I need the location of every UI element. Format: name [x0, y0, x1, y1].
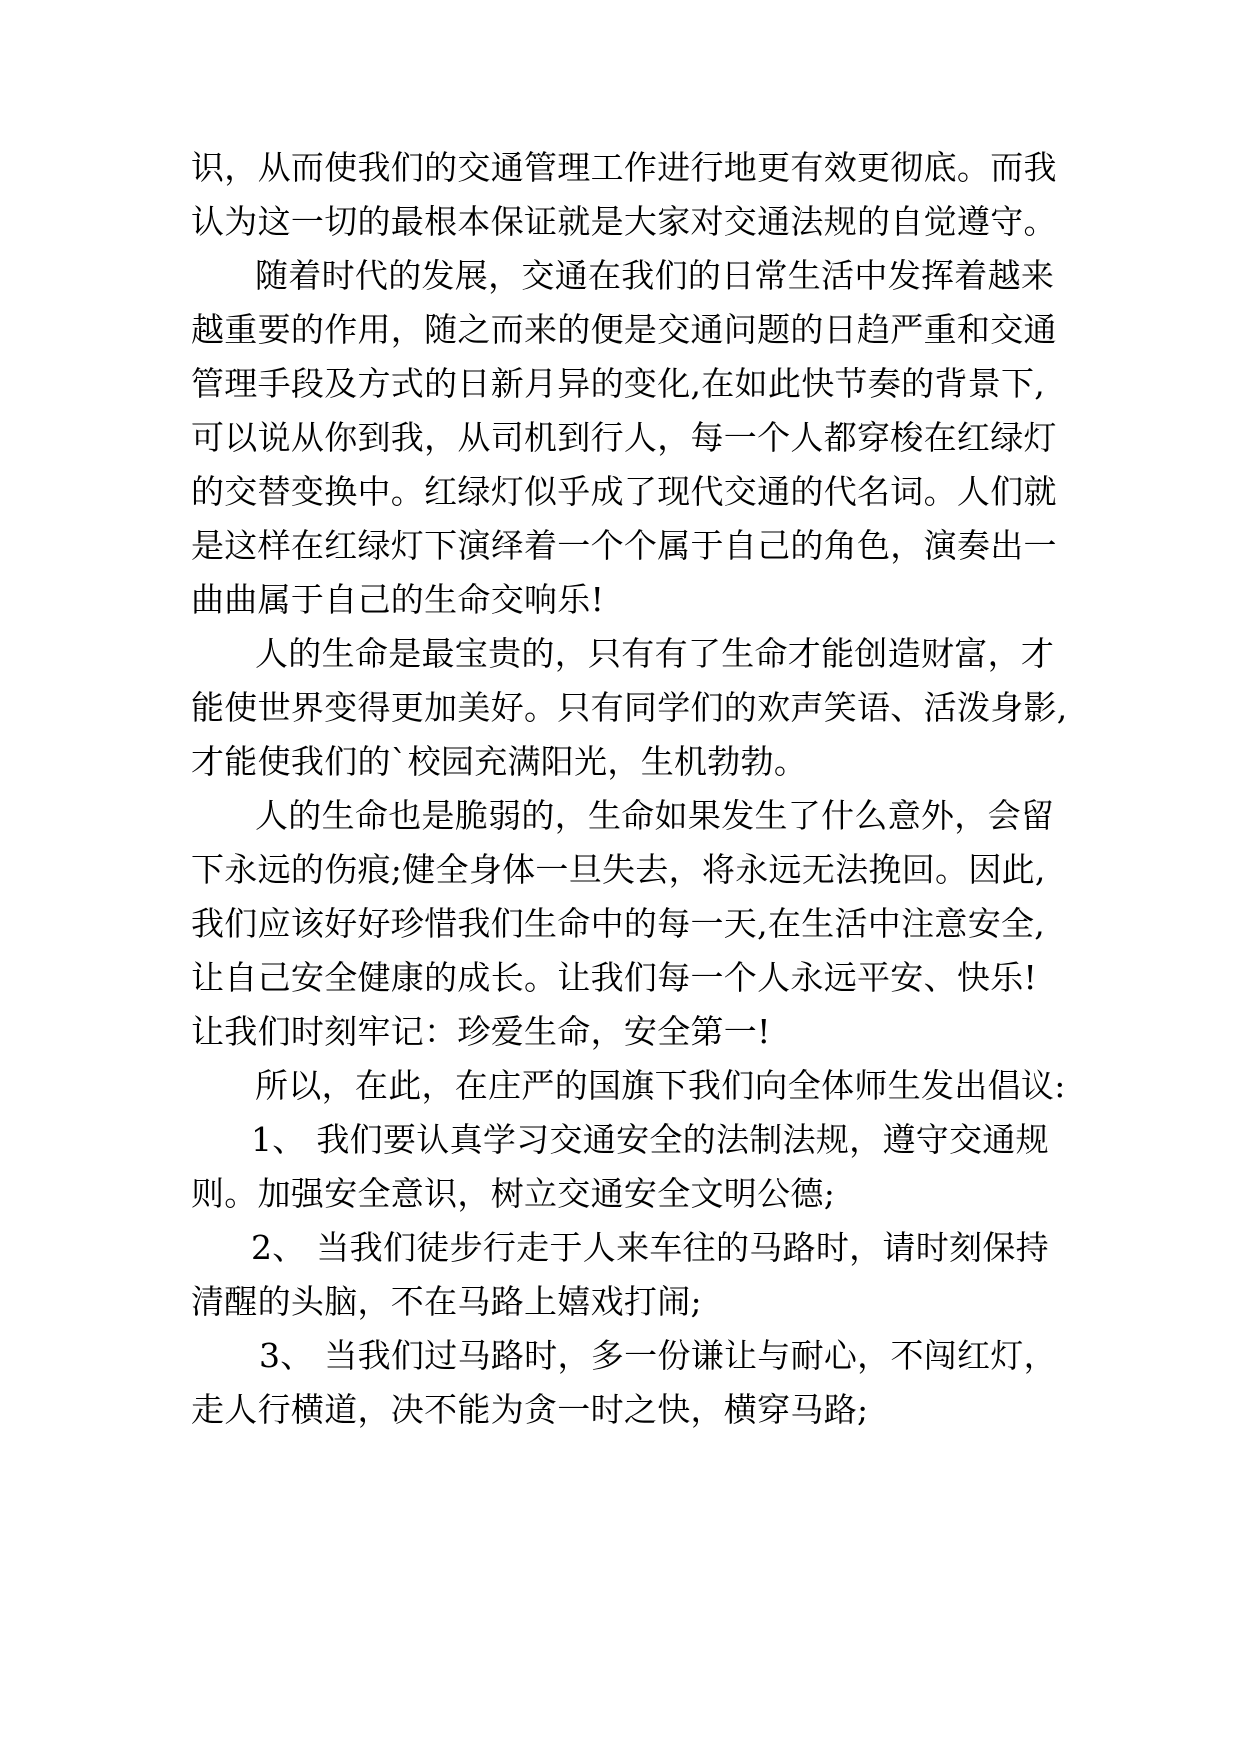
text-line: 识，从而使我们的交通管理工作进行地更有效更彻底。而我	[191, 148, 1057, 187]
text-line: 让自己安全健康的成长。让我们每一个人永远平安、快乐!	[191, 958, 1038, 997]
text-line: 走人行横道，决不能为贪一时之快，横穿马路;	[191, 1390, 869, 1429]
paragraph-start-line: 人的生命也是脆弱的，生命如果发生了什么意外，会留	[255, 796, 1055, 835]
paragraph-start-line: 随着时代的发展，交通在我们的日常生活中发挥着越来	[255, 256, 1055, 295]
text-line: 管理手段及方式的日新月异的变化,在如此快节奏的背景下,	[191, 364, 1046, 403]
text-line: 曲曲属于自己的生命交响乐!	[191, 580, 605, 619]
text-line: 是这样在红绿灯下演绎着一个个属于自己的角色，演奏出一	[191, 526, 1057, 565]
list-item-2-line: 2、 当我们徒步行走于人来车往的马路时，请时刻保持	[251, 1228, 1049, 1267]
text-line: 我们应该好好珍惜我们生命中的每一天,在生活中注意安全,	[191, 904, 1046, 943]
text-line: 让我们时刻牢记：珍爱生命，安全第一!	[191, 1012, 771, 1051]
list-item-3-line: 3、 当我们过马路时，多一份谦让与耐心，不闯红灯，	[259, 1336, 1057, 1375]
text-line: 认为这一切的最根本保证就是大家对交通法规的自觉遵守。	[191, 202, 1057, 241]
text-line: 越重要的作用，随之而来的便是交通问题的日趋严重和交通	[191, 310, 1057, 349]
paragraph-start-line: 人的生命是最宝贵的，只有有了生命才能创造财富，才	[255, 634, 1055, 673]
text-line: 下永远的伤痕;健全身体一旦失去，将永远无法挽回。因此,	[191, 850, 1046, 889]
text-line: 可以说从你到我，从司机到行人，每一个人都穿梭在红绿灯	[191, 418, 1057, 457]
text-line: 清醒的头脑，不在马路上嬉戏打闹;	[191, 1282, 702, 1321]
paragraph-start-line: 所以，在此，在庄严的国旗下我们向全体师生发出倡议:	[255, 1066, 1066, 1105]
text-line: 的交替变换中。红绿灯似乎成了现代交通的代名词。人们就	[191, 472, 1057, 511]
text-line: 才能使我们的`校园充满阳光，生机勃勃。	[191, 742, 808, 781]
list-item-1-line: 1、 我们要认真学习交通安全的法制法规，遵守交通规	[251, 1120, 1049, 1159]
text-line: 则。加强安全意识，树立交通安全文明公德;	[191, 1174, 836, 1213]
text-line: 能使世界变得更加美好。只有同学们的欢声笑语、活泼身影,	[191, 688, 1068, 727]
